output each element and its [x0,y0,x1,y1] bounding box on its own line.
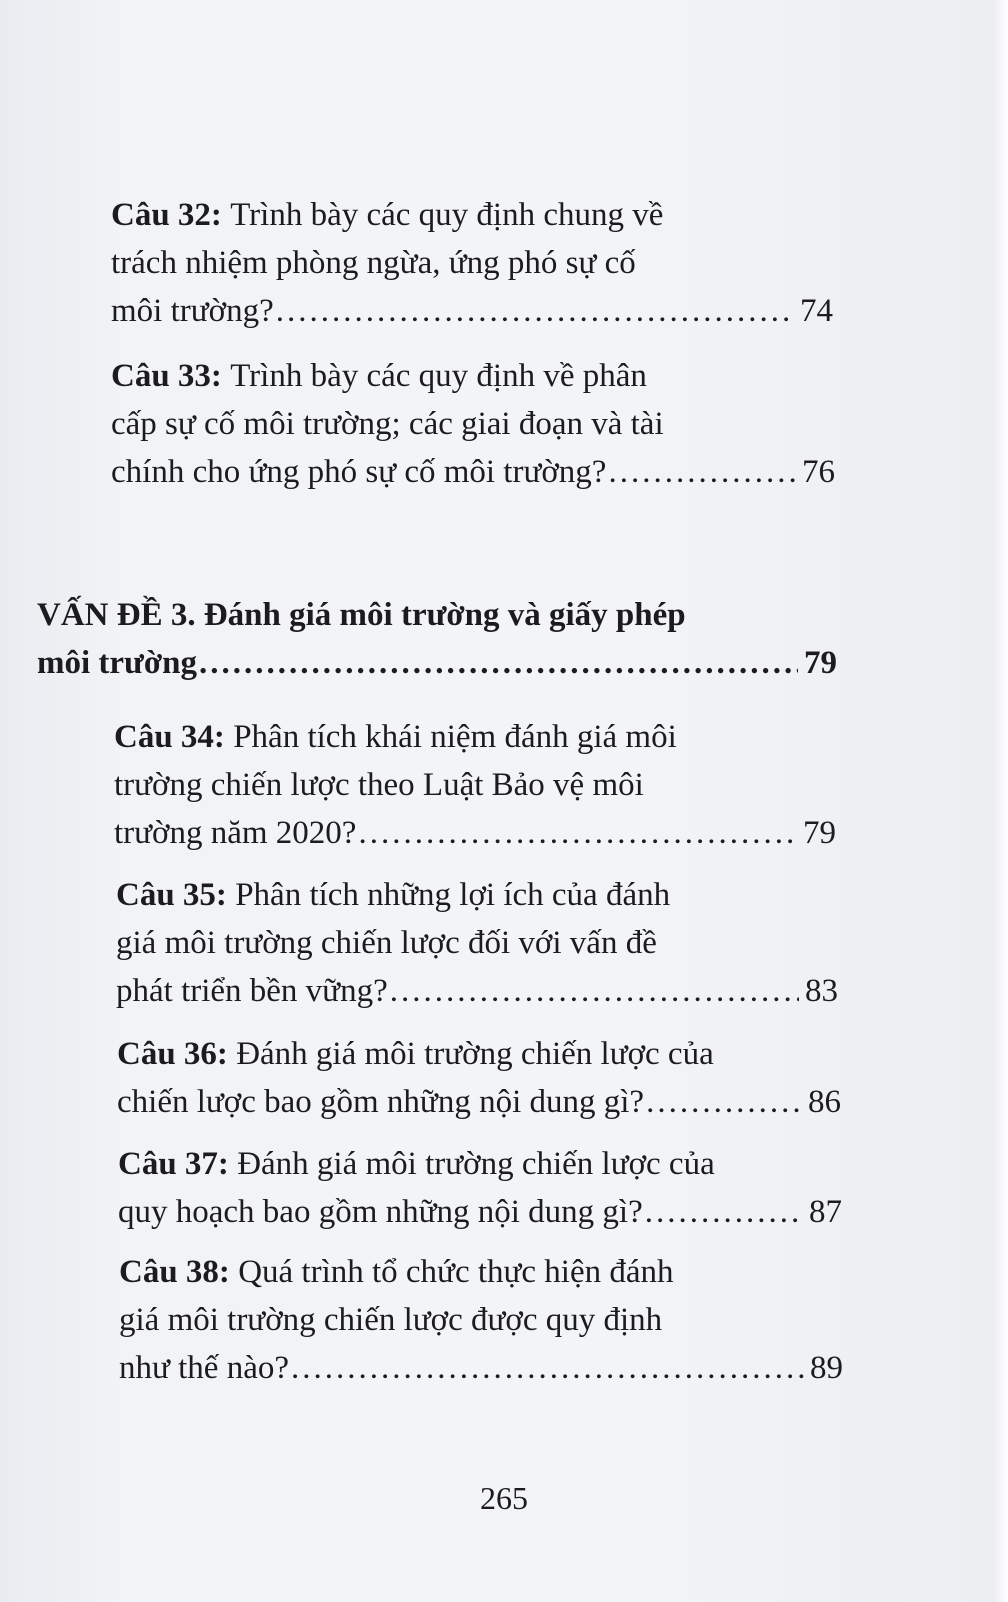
entry-text-line: phát triển bền vững? [116,973,388,1009]
entry-text-line: Quá trình tổ chức thực hiện đánh [238,1254,674,1290]
toc-entry-38[interactable] [119,1248,843,1392]
entry-text-line: môi trường? [111,293,274,329]
entry-text-line: trường năm 2020? [114,815,357,851]
entry-text-line: giá môi trường chiến lược được quy định [119,1302,663,1338]
entry-text-line: chiến lược bao gồm những nội dung gì? [117,1084,645,1120]
toc-entry-37[interactable] [118,1140,842,1236]
toc-entry-36[interactable] [117,1030,841,1126]
entry-text-line: cấp sự cố môi trường; các giai đoạn và tài [111,406,664,442]
entry-text-line: Phân tích khái niệm đánh giá môi [233,719,677,755]
entry-text-line: Trình bày các quy định về phân [230,358,647,394]
dot-leader [390,967,799,1015]
entry-text-line: Trình bày các quy định chung về [230,197,664,233]
section-heading[interactable] [37,591,837,687]
dot-leader [646,1078,802,1126]
entry-label: Câu 32: [111,197,222,233]
entry-text-line: Đánh giá môi trường chiến lược của [237,1146,715,1182]
page-number: 87 [809,1194,842,1230]
footer-page-number: 265 [480,1480,528,1516]
entry-label: Câu 36: [117,1036,228,1072]
page-number: 76 [802,454,835,490]
toc-entry-35[interactable] [116,871,838,1015]
entry-text-line: chính cho ứng phó sự cố môi trường? [111,454,607,490]
toc-entry-33[interactable] [111,352,835,496]
page-number: 79 [803,815,836,851]
dot-leader [645,1188,803,1236]
entry-text-line: giá môi trường chiến lược đối với vấn đề [116,925,657,961]
entry-label: Câu 33: [111,358,222,394]
entry-label: Câu 38: [119,1254,230,1290]
page-edge [994,0,1008,1602]
dot-leader [608,448,796,496]
entry-text-line: quy hoạch bao gồm những nội dung gì? [118,1194,643,1230]
page-number: 86 [808,1084,841,1120]
section-title-line: môi trường [37,645,197,681]
page-number: 79 [804,645,837,681]
page-number: 74 [800,293,833,329]
section-title-line: VẤN ĐỀ 3. Đánh giá môi trường và giấy phép [37,597,686,633]
toc-entry-32[interactable] [111,191,833,335]
page-number: 83 [805,973,838,1009]
dot-leader [291,1344,804,1392]
dot-leader [276,287,794,335]
entry-text-line: Đánh giá môi trường chiến lược của [236,1036,714,1072]
entry-label: Câu 35: [116,877,227,913]
entry-text-line: trường chiến lược theo Luật Bảo vệ môi [114,767,644,803]
page-number: 89 [810,1350,843,1386]
dot-leader [199,639,798,687]
entry-label: Câu 34: [114,719,225,755]
entry-text-line: Phân tích những lợi ích của đánh [235,877,671,913]
dot-leader [358,809,797,857]
toc-entry-34[interactable] [114,713,836,857]
entry-text-line: trách nhiệm phòng ngừa, ứng phó sự cố [111,245,636,281]
entry-text-line: như thế nào? [119,1350,289,1386]
entry-label: Câu 37: [118,1146,229,1182]
